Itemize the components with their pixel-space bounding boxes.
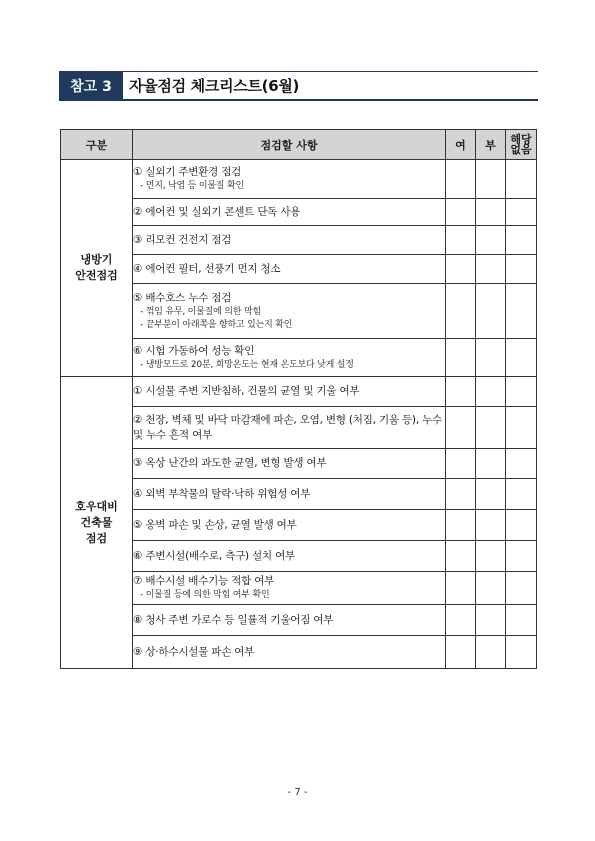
check-item-text: ⑧ 청사 주변 가로수 등 일률적 기울어짐 여부 <box>133 613 334 626</box>
check-box-na[interactable] <box>506 407 537 449</box>
check-box-na[interactable] <box>506 605 537 636</box>
check-item-text: ⑥ 시험 가동하여 성능 확인 <box>133 344 255 357</box>
table-header-row <box>61 130 537 160</box>
check-item-detail: - 꺾임 유무, 이물질에 의한 막힘 <box>140 306 261 317</box>
check-box-na[interactable] <box>506 255 537 284</box>
check-item <box>133 199 446 226</box>
category-label-line: 건축물 <box>80 515 113 529</box>
table-row <box>61 284 537 339</box>
check-box-no[interactable] <box>476 255 506 284</box>
category-label-line: 냉방기 <box>80 253 113 266</box>
check-item-text: ④ 외벽 부착물의 탈락·낙하 위험성 여부 <box>133 487 311 500</box>
table-row <box>61 479 537 510</box>
check-item-text: ③ 리모컨 건전지 점검 <box>133 233 232 246</box>
category-label-line: 안전점검 <box>75 269 118 282</box>
check-item-detail: - 끝부분이 아래쪽을 향하고 있는지 확인 <box>140 319 293 330</box>
check-box-na[interactable] <box>506 510 537 541</box>
check-box-no[interactable] <box>476 572 506 605</box>
check-box-na[interactable] <box>506 160 537 199</box>
check-box-yes[interactable] <box>446 226 476 255</box>
check-box-na[interactable] <box>506 449 537 479</box>
header-na-line1: 해당 <box>510 132 532 146</box>
check-item-detail: - 먼지, 낙엽 등 이물질 확인 <box>140 181 244 191</box>
category-label-line: 호우대비 <box>75 499 118 513</box>
check-box-no[interactable] <box>476 636 506 669</box>
check-item-detail: - 이물질 등에 의한 막힘 여부 확인 <box>140 590 270 600</box>
check-box-na[interactable] <box>506 479 537 510</box>
table-row <box>61 407 537 449</box>
table-row <box>61 510 537 541</box>
check-box-yes[interactable] <box>446 377 476 407</box>
check-item-text: ② 천장, 벽체 및 바닥 마감재에 파손, 오염, 변형 (처짐, 기움 등), 누수 및 누수 흔적 여부 <box>133 413 442 441</box>
check-item-text: ② 에어컨 및 실외기 콘센트 단독 사용 <box>133 205 301 218</box>
category-label-line: 점검 <box>85 531 108 545</box>
header-na <box>506 130 537 160</box>
check-box-yes[interactable] <box>446 160 476 199</box>
header-no: 부 <box>476 130 506 160</box>
check-item-text: ④ 에어컨 필터, 선풍기 먼지 청소 <box>133 262 281 275</box>
check-box-na[interactable] <box>506 226 537 255</box>
check-box-no[interactable] <box>476 510 506 541</box>
table-row <box>61 572 537 605</box>
check-item <box>133 541 446 572</box>
table-row <box>61 255 537 284</box>
header-category: 구분 <box>61 130 133 160</box>
check-item-text: ① 시설물 주변 지반침하, 건물의 균열 및 기울 여부 <box>133 385 360 397</box>
table-row <box>61 449 537 479</box>
check-item-text: ⑨ 상·하수시설물 파손 여부 <box>133 645 255 658</box>
check-item <box>133 572 446 605</box>
check-item <box>133 449 446 479</box>
check-box-no[interactable] <box>476 605 506 636</box>
table-row <box>61 199 537 226</box>
check-box-yes[interactable] <box>446 199 476 226</box>
check-box-yes[interactable] <box>446 541 476 572</box>
check-item <box>133 605 446 636</box>
page-number: - 7 - <box>287 787 308 798</box>
check-box-na[interactable] <box>506 199 537 226</box>
check-item-text: ⑤ 배수호스 누수 점검 <box>133 291 232 304</box>
checklist-table <box>60 129 537 669</box>
check-box-yes[interactable] <box>446 572 476 605</box>
category-cell <box>61 160 133 377</box>
table-row <box>61 226 537 255</box>
check-box-no[interactable] <box>476 479 506 510</box>
table-row <box>61 160 537 199</box>
check-box-yes[interactable] <box>446 605 476 636</box>
check-box-no[interactable] <box>476 226 506 255</box>
check-box-na[interactable] <box>506 339 537 377</box>
table-row <box>61 339 537 377</box>
check-box-yes[interactable] <box>446 407 476 449</box>
check-box-na[interactable] <box>506 541 537 572</box>
page-title: 자율점검 체크리스트(6월) <box>129 77 300 95</box>
check-item-detail: - 냉방모드로 20분, 희망온도는 현재 온도보다 낮게 설정 <box>140 359 354 370</box>
check-box-no[interactable] <box>476 449 506 479</box>
check-box-no[interactable] <box>476 407 506 449</box>
check-item <box>133 160 446 199</box>
check-box-yes[interactable] <box>446 479 476 510</box>
check-item-text: ① 실외기 주변환경 점검 <box>133 166 242 178</box>
check-item-text: ⑤ 옹벽 파손 및 손상, 균열 발생 여부 <box>133 518 297 531</box>
check-item-text: ⑥ 주변시설(배수로, 측구) 설치 여부 <box>133 549 295 562</box>
check-item <box>133 636 446 669</box>
check-item <box>133 407 446 449</box>
check-item <box>133 226 446 255</box>
check-item <box>133 377 446 407</box>
table-row <box>61 636 537 669</box>
check-box-no[interactable] <box>476 284 506 339</box>
check-box-no[interactable] <box>476 199 506 226</box>
check-box-yes[interactable] <box>446 510 476 541</box>
check-box-no[interactable] <box>476 377 506 407</box>
check-box-na[interactable] <box>506 572 537 605</box>
check-item <box>133 339 446 377</box>
check-item-text: ⑦ 배수시설 배수기능 적합 여부 <box>133 575 275 587</box>
category-cell <box>61 377 133 669</box>
title-rule-bottom <box>123 99 538 101</box>
header-yes: 여 <box>446 130 476 160</box>
check-box-na[interactable] <box>506 377 537 407</box>
check-box-yes[interactable] <box>446 255 476 284</box>
check-box-na[interactable] <box>506 284 537 339</box>
check-box-no[interactable] <box>476 160 506 199</box>
check-box-yes[interactable] <box>446 284 476 339</box>
table-row <box>61 377 537 407</box>
check-item <box>133 479 446 510</box>
check-box-yes[interactable] <box>446 636 476 669</box>
table-row <box>61 605 537 636</box>
reference-badge: 참고 3 <box>59 71 123 101</box>
check-box-no[interactable] <box>476 541 506 572</box>
check-item <box>133 510 446 541</box>
check-item <box>133 255 446 284</box>
check-item-text: ③ 옥상 난간의 과도한 균열, 변형 발생 여부 <box>133 457 327 469</box>
section-title <box>59 71 538 101</box>
check-box-yes[interactable] <box>446 449 476 479</box>
header-na-line2: 없음 <box>510 142 532 156</box>
check-box-yes[interactable] <box>446 339 476 377</box>
check-box-na[interactable] <box>506 636 537 669</box>
check-item <box>133 284 446 339</box>
table-row <box>61 541 537 572</box>
header-item: 점검할 사항 <box>133 130 446 160</box>
check-box-no[interactable] <box>476 339 506 377</box>
